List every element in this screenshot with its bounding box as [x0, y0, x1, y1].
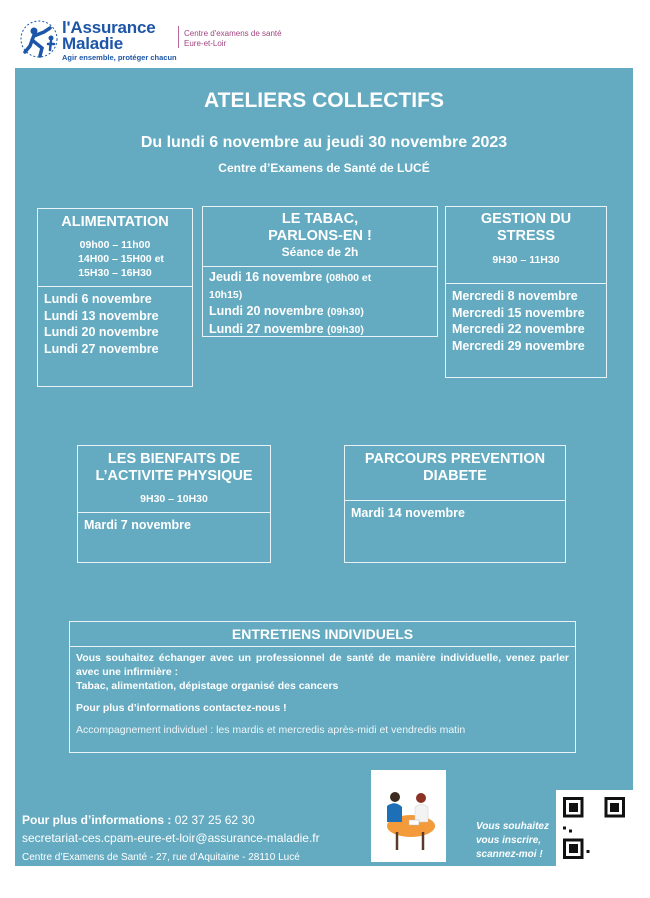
phone-number[interactable]: 02 37 25 62 30	[174, 813, 255, 827]
brand-line-2: Maladie	[62, 34, 123, 53]
workshop-header	[345, 446, 565, 501]
page-title: ATELIERS COLLECTIFS	[204, 89, 444, 112]
workshop-card-tabac	[202, 206, 438, 337]
workshop-card-alimentation	[37, 208, 193, 387]
session-time: (09h30)	[327, 306, 364, 318]
session: Mardi 7 novembre	[84, 518, 191, 532]
workshop-title: STRESS	[496, 228, 555, 244]
session-day: Lundi 20 novembre	[209, 304, 324, 318]
workshop-header	[78, 446, 270, 513]
scan-line: vous inscrire,	[476, 835, 542, 846]
individual-body	[70, 647, 575, 737]
workshop-time: 15H30 – 16H30	[78, 267, 152, 279]
individual-title: ENTRETIENS INDIVIDUELS	[70, 622, 575, 647]
workshop-header	[38, 209, 192, 287]
session: Mercredi 15 novembre	[452, 305, 585, 320]
workshop-title: ALIMENTATION	[61, 214, 169, 230]
workshop-title: GESTION DU	[480, 211, 572, 227]
consultation-illustration-icon	[371, 770, 446, 862]
individual-intro: Vous souhaitez échanger avec un professionnel de santé de manière individuelle, venez parler avec une infirmière :	[76, 652, 569, 678]
scan-line: scannez-moi !	[476, 849, 543, 860]
session: Lundi 27 novembre	[44, 341, 159, 356]
session: Mardi 14 novembre	[351, 506, 465, 520]
session-time: (09h30)	[327, 323, 364, 336]
session: Mercredi 29 novembre	[452, 338, 585, 353]
session	[209, 321, 431, 339]
assurance-maladie-logo-icon	[18, 18, 60, 60]
workshop-card-stress	[445, 206, 607, 378]
workshop-sessions	[446, 284, 606, 354]
session	[209, 269, 431, 287]
individual-interviews-card	[69, 621, 576, 753]
session-day: Lundi 27 novembre	[209, 321, 324, 336]
session: 10h15)	[209, 288, 243, 301]
individual-contact: Pour plus d’informations contactez-nous !	[76, 702, 287, 714]
qr-code-icon[interactable]	[563, 797, 625, 859]
workshop-title: DIABETE	[423, 468, 487, 484]
workshop-title: LE TABAC,	[281, 211, 359, 227]
individual-schedule: Accompagnement individuel : les mardis et mercredis après-midi et vendredis matin	[76, 724, 466, 736]
session: Lundi 20 novembre	[44, 325, 159, 339]
individual-topics: Tabac, alimentation, dépistage organisé des cancers	[76, 680, 339, 692]
workshop-time: 14H00 – 15H00 et	[78, 253, 164, 265]
brand-line-1: l'Assurance	[62, 18, 156, 37]
workshop-header	[203, 207, 437, 267]
workshop-time: 9H30 – 10H30	[140, 493, 208, 505]
workshop-header	[446, 207, 606, 284]
workshop-subtitle: Séance de 2h	[281, 245, 359, 259]
session-time: (08h00 et	[325, 272, 372, 284]
center-name	[184, 29, 282, 49]
location: Centre d’Examens de Santé de LUCÉ	[218, 161, 430, 175]
footer-address: Centre d’Examens de Santé - 27, rue d’Aquitaine - 28110 Lucé	[22, 852, 300, 863]
workshop-title: L’ACTIVITE PHYSIQUE	[95, 468, 253, 484]
session: Mercredi 22 novembre	[452, 322, 585, 336]
workshop-sessions	[203, 267, 437, 338]
workshop-time: 9H30 – 11H30	[492, 254, 560, 266]
workshop-card-diabete	[344, 445, 566, 563]
center-line-2: Eure-et-Loir	[184, 39, 227, 48]
session: Mercredi 8 novembre	[452, 289, 578, 303]
session: Lundi 6 novembre	[44, 292, 152, 306]
workshop-title: PARLONS-EN !	[268, 228, 372, 244]
session	[209, 303, 431, 321]
session: Lundi 13 novembre	[44, 308, 159, 323]
header-divider	[178, 26, 179, 48]
footer-info-label: Pour plus d’informations :	[22, 813, 172, 827]
brand-name	[62, 20, 156, 52]
center-line-1: Centre d'examens de santé	[184, 29, 282, 38]
workshop-sessions	[78, 513, 270, 534]
workshop-time: 09h00 – 11h00	[79, 239, 151, 251]
workshop-title: LES BIENFAITS DE	[107, 451, 241, 467]
workshop-sessions	[38, 287, 192, 357]
workshop-sessions	[345, 501, 565, 522]
footer-phone	[22, 813, 255, 827]
footer-email[interactable]: secretariat-ces.cpam-eure-et-loir@assurance-maladie.fr	[22, 831, 320, 845]
scan-prompt	[476, 820, 549, 862]
scan-line: Vous souhaitez	[476, 821, 549, 832]
session-day: Jeudi 16 novembre	[209, 270, 323, 284]
date-range: Du lundi 6 novembre au jeudi 30 novembre 2023	[140, 134, 508, 151]
brand-tagline: Agir ensemble, protéger chacun	[62, 53, 177, 62]
workshop-title: PARCOURS PREVENTION	[364, 451, 546, 467]
workshop-card-activite-physique	[77, 445, 271, 563]
